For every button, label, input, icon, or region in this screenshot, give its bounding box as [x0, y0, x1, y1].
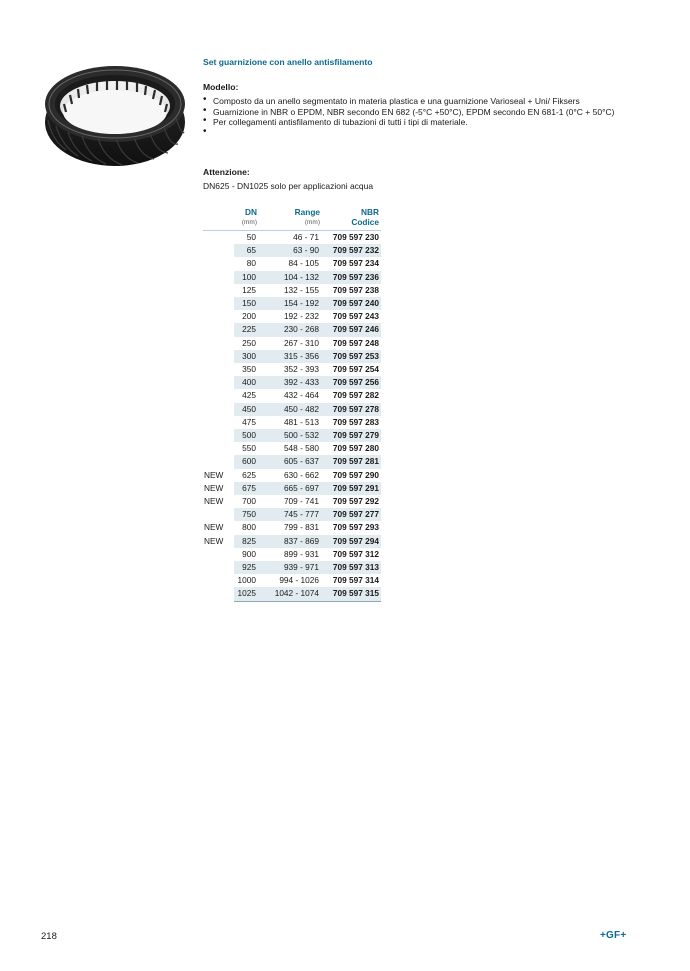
- cell-flag: [203, 389, 234, 402]
- cell-dn: 100: [234, 271, 259, 284]
- cell-code: 709 597 238: [332, 284, 379, 295]
- cell-range: 605 - 637: [259, 455, 322, 468]
- cell-range: 709 - 741: [283, 496, 319, 507]
- cell-flag: [203, 350, 234, 363]
- cell-flag: NEW: [204, 482, 224, 493]
- cell-dn: 600: [234, 455, 259, 468]
- product-table: [203, 207, 381, 602]
- cell-range: 392 - 433: [259, 376, 322, 389]
- cell-dn: 50: [246, 232, 256, 242]
- cell-code: 709 597 283: [332, 416, 379, 427]
- seal-ring-image: [42, 60, 188, 168]
- cell-code: 709 597 277: [322, 508, 381, 521]
- cell-dn: 625: [242, 469, 256, 480]
- cell-range: 352 - 393: [283, 364, 319, 375]
- cell-code: 709 597 230: [332, 232, 379, 242]
- cell-dn: 125: [242, 284, 256, 295]
- table-row: [203, 271, 381, 284]
- model-bullet-4: [203, 128, 643, 139]
- cell-flag: NEW: [204, 535, 224, 546]
- cell-dn: 925: [234, 561, 259, 574]
- cell-code: 709 597 254: [332, 364, 379, 375]
- cell-range: 450 - 482: [259, 403, 322, 416]
- cell-dn: 250: [242, 337, 256, 348]
- cell-range: 665 - 697: [259, 482, 322, 495]
- cell-dn: 400: [234, 376, 259, 389]
- cell-flag: [203, 508, 234, 521]
- cell-range: 939 - 971: [259, 561, 322, 574]
- header-nbr: NBR: [361, 207, 379, 217]
- cell-code: 709 597 243: [332, 311, 379, 322]
- cell-code: 709 597 314: [332, 575, 379, 586]
- cell-range: 267 - 310: [283, 337, 319, 348]
- table-row: [203, 350, 381, 363]
- cell-dn: 1025: [234, 587, 259, 601]
- cell-code: 709 597 280: [332, 443, 379, 454]
- table-row: [203, 574, 381, 587]
- cell-range: 84 - 105: [288, 258, 319, 269]
- cell-code: 709 597 236: [322, 271, 381, 284]
- cell-dn: 550: [242, 443, 256, 454]
- cell-range: 630 - 662: [283, 469, 319, 480]
- cell-dn: 200: [242, 311, 256, 322]
- cell-code: 709 597 253: [322, 350, 381, 363]
- cell-range: 432 - 464: [283, 390, 319, 401]
- table-row: [203, 416, 381, 429]
- cell-flag: [203, 310, 234, 323]
- table-row: [203, 297, 381, 310]
- table-row: [203, 389, 381, 402]
- cell-code: 709 597 313: [322, 561, 381, 574]
- cell-range: 994 - 1026: [279, 575, 319, 586]
- cell-flag: [203, 587, 234, 601]
- cell-code: 709 597 279: [322, 429, 381, 442]
- cell-code: 709 597 278: [322, 403, 381, 416]
- cell-dn: 350: [242, 364, 256, 375]
- cell-flag: [203, 337, 234, 350]
- cell-flag: [203, 376, 234, 389]
- cell-code: 709 597 232: [322, 244, 381, 257]
- table-row: [203, 508, 381, 521]
- table-header-row-1: [203, 207, 381, 217]
- table-row: [203, 257, 381, 270]
- model-bullet-3: • Per collegamenti antisfilamento di tubazioni di tutti i tipi di materiale.: [203, 117, 643, 128]
- header-range-unit: (mm): [304, 219, 320, 226]
- cell-flag: [203, 271, 234, 284]
- cell-dn: 475: [242, 416, 256, 427]
- cell-code: 709 597 290: [332, 469, 379, 480]
- cell-range: 481 - 513: [283, 416, 319, 427]
- cell-flag: [203, 442, 234, 455]
- table-row: [203, 561, 381, 574]
- cell-flag: NEW: [204, 496, 224, 507]
- cell-range: 745 - 777: [259, 508, 322, 521]
- cell-code: 709 597 246: [322, 323, 381, 336]
- table-row: [203, 337, 381, 350]
- table-row: [203, 323, 381, 336]
- table-row: [203, 363, 381, 376]
- cell-dn: 425: [242, 390, 256, 401]
- table-row: [203, 455, 381, 468]
- table-row: [203, 521, 381, 534]
- cell-dn: 800: [242, 522, 256, 533]
- cell-flag: [203, 244, 234, 257]
- model-bullet-2: • Guarnizione in NBR o EPDM, NBR secondo EN 682 (-5°C +50°C), EPDM secondo EN 681-1 (0°C + 50°C): [203, 107, 643, 118]
- cell-flag: NEW: [204, 522, 224, 533]
- cell-flag: [203, 284, 234, 297]
- gf-logo: +GF+: [600, 930, 627, 941]
- table-row: [203, 495, 381, 508]
- model-bullet-list: [203, 96, 643, 138]
- header-code: Codice: [322, 217, 381, 231]
- cell-range: 132 - 155: [283, 284, 319, 295]
- header-dn-unit: (mm): [241, 219, 257, 226]
- table-row: [203, 231, 381, 245]
- cell-range: 46 - 71: [293, 232, 319, 242]
- table-row: [203, 284, 381, 297]
- cell-code: 709 597 282: [332, 390, 379, 401]
- cell-code: 709 597 293: [332, 522, 379, 533]
- cell-range: 154 - 192: [259, 297, 322, 310]
- cell-flag: [203, 297, 234, 310]
- cell-dn: 825: [234, 535, 259, 548]
- cell-dn: 675: [234, 482, 259, 495]
- cell-range: 837 - 869: [259, 535, 322, 548]
- attention-text: DN625 - DN1025 solo per applicazioni acqua: [203, 181, 374, 191]
- header-range: Range: [294, 207, 320, 217]
- cell-flag: [203, 403, 234, 416]
- cell-dn: 300: [234, 350, 259, 363]
- cell-code: 709 597 312: [332, 548, 379, 559]
- table-row: [203, 548, 381, 561]
- cell-range: 799 - 831: [283, 522, 319, 533]
- table-row: [203, 429, 381, 442]
- cell-flag: [203, 231, 234, 245]
- model-bullet-1: • Composto da un anello segmentato in materia plastica e una guarnizione Varioseal + Uni/ Fiksers: [203, 96, 643, 107]
- cell-dn: 500: [234, 429, 259, 442]
- cell-range: 899 - 931: [283, 548, 319, 559]
- table-row: [203, 587, 381, 601]
- table-row: [203, 469, 381, 482]
- cell-range: 63 - 90: [259, 244, 322, 257]
- cell-flag: [203, 257, 234, 270]
- table-row: [203, 482, 381, 495]
- cell-code: 709 597 281: [322, 455, 381, 468]
- table-row: [203, 442, 381, 455]
- cell-dn: 1000: [237, 575, 256, 586]
- cell-range: 315 - 356: [259, 350, 322, 363]
- table-row: [203, 403, 381, 416]
- cell-code: 709 597 291: [322, 482, 381, 495]
- cell-flag: [203, 561, 234, 574]
- cell-dn: 450: [234, 403, 259, 416]
- table-row: [203, 376, 381, 389]
- cell-code: 709 597 240: [322, 297, 381, 310]
- header-flag: [203, 207, 234, 217]
- page-number: 218: [41, 931, 57, 942]
- product-title: Set guarnizione con anello antisfilamento: [203, 57, 373, 67]
- cell-flag: [203, 548, 234, 561]
- cell-flag: NEW: [204, 469, 224, 480]
- attention-heading: Attenzione:: [203, 167, 250, 177]
- cell-range: 192 - 232: [283, 311, 319, 322]
- cell-flag: [203, 455, 234, 468]
- cell-dn: 65: [234, 244, 259, 257]
- cell-flag: [203, 429, 234, 442]
- cell-dn: 150: [234, 297, 259, 310]
- cell-dn: 900: [242, 548, 256, 559]
- cell-range: 548 - 580: [283, 443, 319, 454]
- model-heading: Modello:: [203, 82, 239, 92]
- cell-code: 709 597 256: [322, 376, 381, 389]
- cell-dn: 80: [246, 258, 256, 269]
- header-dn: DN: [245, 207, 257, 217]
- cell-range: 230 - 268: [259, 323, 322, 336]
- cell-flag: [203, 323, 234, 336]
- cell-flag: [203, 416, 234, 429]
- cell-code: 709 597 294: [322, 535, 381, 548]
- cell-dn: 700: [242, 496, 256, 507]
- cell-code: 709 597 292: [332, 496, 379, 507]
- cell-dn: 750: [234, 508, 259, 521]
- cell-flag: [203, 363, 234, 376]
- cell-range: 1042 - 1074: [259, 587, 322, 601]
- table-body: [203, 231, 381, 602]
- cell-code: 709 597 248: [332, 337, 379, 348]
- cell-code: 709 597 315: [322, 587, 381, 601]
- table-row: [203, 244, 381, 257]
- cell-range: 500 - 532: [259, 429, 322, 442]
- cell-code: 709 597 234: [332, 258, 379, 269]
- table-row: [203, 310, 381, 323]
- cell-flag: [203, 574, 234, 587]
- cell-dn: 225: [234, 323, 259, 336]
- table-row: [203, 535, 381, 548]
- table-header-row-2: [203, 217, 381, 231]
- cell-range: 104 - 132: [259, 271, 322, 284]
